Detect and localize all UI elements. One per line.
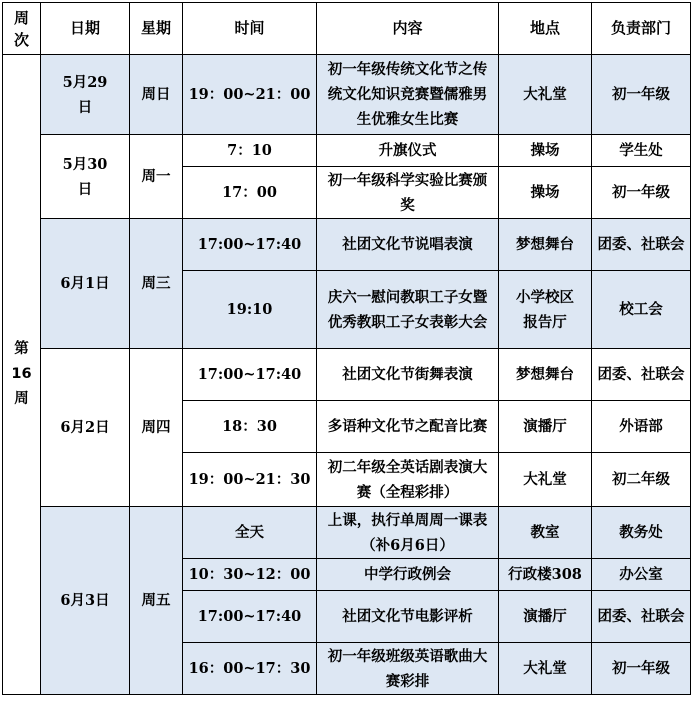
time-cell: 17:00~17:40	[183, 219, 317, 271]
place-cell: 大礼堂	[499, 55, 592, 135]
content-cell: 升旗仪式	[317, 135, 499, 167]
header-date: 日期	[41, 3, 130, 55]
time-cell: 7：10	[183, 135, 317, 167]
content-cell: 多语种文化节之配音比赛	[317, 401, 499, 453]
time-cell: 17:00~17:40	[183, 349, 317, 401]
dept-cell: 学生处	[592, 135, 691, 167]
weekday-cell: 周三	[130, 219, 183, 349]
header-row	[3, 3, 691, 55]
table-row	[3, 135, 691, 167]
place-cell: 大礼堂	[499, 453, 592, 507]
dept-cell: 初二年级	[592, 453, 691, 507]
content-cell: 中学行政例会	[317, 559, 499, 591]
dept-cell: 教务处	[592, 507, 691, 559]
dept-cell: 外语部	[592, 401, 691, 453]
table-row	[3, 55, 691, 135]
dept-cell: 初一年级	[592, 643, 691, 695]
place-cell: 行政楼308	[499, 559, 592, 591]
header-week: 周次	[3, 3, 41, 55]
time-cell: 17：00	[183, 167, 317, 219]
place-cell: 梦想舞台	[499, 349, 592, 401]
place-cell: 操场	[499, 135, 592, 167]
content-cell: 庆六一慰问教职工子女暨优秀教职工子女表彰大会	[317, 271, 499, 349]
content-cell: 社团文化节电影评析	[317, 591, 499, 643]
header-place: 地点	[499, 3, 592, 55]
dept-cell: 团委、社联会	[592, 349, 691, 401]
week-line-3: 周	[14, 391, 29, 407]
table-row	[3, 219, 691, 271]
time-cell: 19：00~21：30	[183, 453, 317, 507]
header-dept: 负责部门	[592, 3, 691, 55]
content-cell: 社团文化节说唱表演	[317, 219, 499, 271]
weekday-cell: 周日	[130, 55, 183, 135]
weekday-cell: 周四	[130, 349, 183, 507]
dept-cell: 团委、社联会	[592, 591, 691, 643]
time-cell: 16：00~17：30	[183, 643, 317, 695]
place-cell: 演播厅	[499, 591, 592, 643]
week-number: 16	[11, 366, 32, 382]
date-cell: 6月3日	[41, 507, 130, 695]
schedule-table	[2, 2, 691, 695]
place-cell: 教室	[499, 507, 592, 559]
dept-cell: 初一年级	[592, 167, 691, 219]
dept-cell: 初一年级	[592, 55, 691, 135]
dept-cell: 团委、社联会	[592, 219, 691, 271]
content-cell: 初一年级传统文化节之传统文化知识竞赛暨儒雅男生优雅女生比赛	[317, 55, 499, 135]
place-cell: 小学校区报告厅	[499, 271, 592, 349]
time-cell: 18：30	[183, 401, 317, 453]
date-cell: 6月2日	[41, 349, 130, 507]
dept-cell: 校工会	[592, 271, 691, 349]
date-cell: 5月29日	[41, 55, 130, 135]
time-cell: 10：30~12：00	[183, 559, 317, 591]
place-cell: 演播厅	[499, 401, 592, 453]
content-cell: 社团文化节街舞表演	[317, 349, 499, 401]
dept-cell: 办公室	[592, 559, 691, 591]
place-cell: 大礼堂	[499, 643, 592, 695]
time-cell: 全天	[183, 507, 317, 559]
content-cell: 初一年级班级英语歌曲大赛彩排	[317, 643, 499, 695]
time-cell: 17:00~17:40	[183, 591, 317, 643]
content-cell: 初一年级科学实验比赛颁奖	[317, 167, 499, 219]
time-cell: 19:10	[183, 271, 317, 349]
header-weekday: 星期	[130, 3, 183, 55]
place-cell: 梦想舞台	[499, 219, 592, 271]
content-cell: 上课，执行单周周一课表（补6月6日）	[317, 507, 499, 559]
content-cell: 初二年级全英话剧表演大赛（全程彩排）	[317, 453, 499, 507]
weekday-cell: 周一	[130, 135, 183, 219]
date-cell: 5月30日	[41, 135, 130, 219]
place-cell: 操场	[499, 167, 592, 219]
table-row	[3, 507, 691, 559]
date-cell: 6月1日	[41, 219, 130, 349]
header-time: 时间	[183, 3, 317, 55]
weekday-cell: 周五	[130, 507, 183, 695]
week-line-1: 第	[14, 341, 29, 357]
header-content: 内容	[317, 3, 499, 55]
week-cell	[3, 55, 41, 695]
time-cell: 19：00~21：00	[183, 55, 317, 135]
table-row	[3, 349, 691, 401]
